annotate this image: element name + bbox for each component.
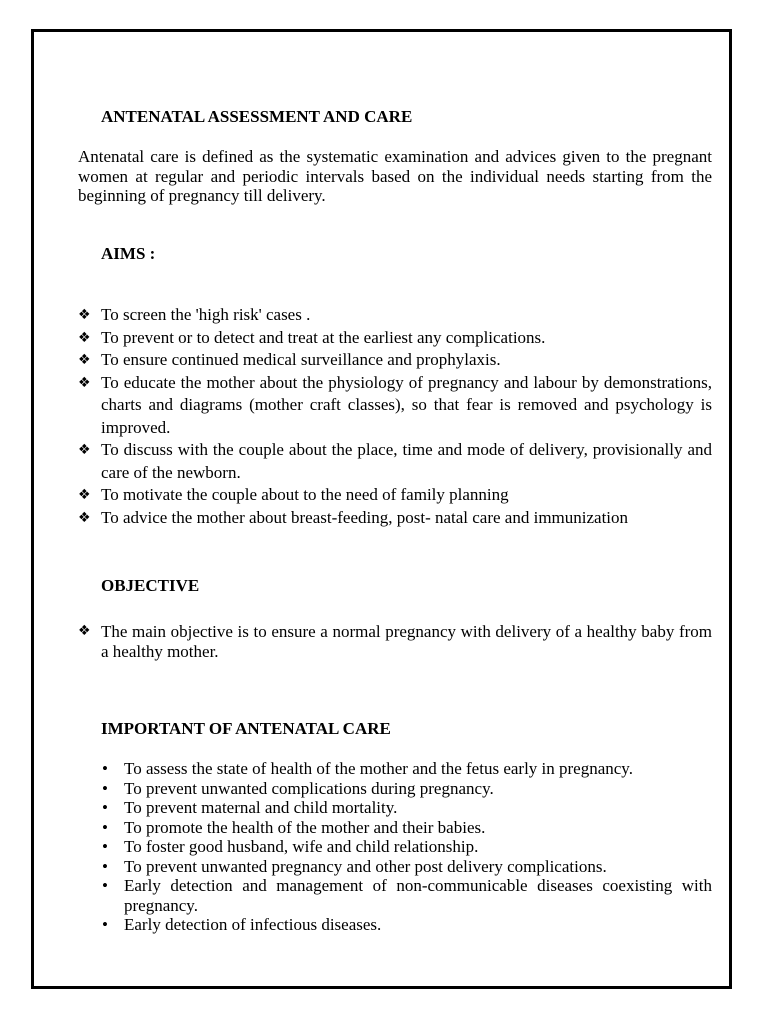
dot-bullet-icon: •	[102, 817, 108, 837]
list-item: ❖ To educate the mother about the physiology of pregnancy and labour by demonstrations, charts and diagrams (mother craft classes), so that fear is removed and psychology is improved.	[78, 372, 712, 437]
list-item: ❖ To ensure continued medical surveillance and prophylaxis.	[78, 350, 501, 369]
aims-heading: AIMS :	[101, 244, 156, 263]
diamond-bullet-icon: ❖	[78, 352, 91, 368]
diamond-bullet-icon: ❖	[78, 374, 91, 391]
dot-bullet-icon: •	[102, 778, 108, 798]
importance-heading: IMPORTANT OF ANTENATAL CARE	[101, 719, 391, 738]
list-item: ❖ To motivate the couple about to the need of family planning	[78, 485, 509, 504]
importance-list	[102, 759, 712, 935]
list-item: • To promote the health of the mother and their babies.	[102, 817, 486, 837]
list-item: ❖ To prevent or to detect and treat at the earliest any complications.	[78, 327, 546, 347]
aims-list	[78, 304, 712, 529]
list-item: ❖ To advice the mother about breast-feeding, post- natal care and immunization	[78, 507, 629, 527]
document-title: ANTENATAL ASSESSMENT AND CARE	[101, 107, 413, 126]
list-item: ❖ The main objective is to ensure a normal pregnancy with delivery of a healthy baby from a healthy mother.	[78, 622, 712, 661]
list-item: • Early detection of infectious diseases.	[102, 915, 382, 934]
list-item: ❖ To discuss with the couple about the place, time and mode of delivery, provisionally and care of the newborn.	[78, 440, 712, 482]
list-item: • To prevent maternal and child mortality.	[102, 798, 398, 817]
diamond-bullet-icon: ❖	[78, 442, 91, 458]
list-item: • Early detection and management of non-communicable diseases coexisting with pregnancy.	[102, 876, 712, 915]
dot-bullet-icon: •	[102, 915, 108, 934]
list-item: ❖ To screen the 'high risk' cases .	[78, 305, 311, 324]
diamond-bullet-icon: ❖	[78, 307, 91, 323]
definition-paragraph: Antenatal care is defined as the systematic examination and advices given to the pregnant women at regular and periodic intervals based on the individual needs starting from the beginning of pregnancy till delivery.	[78, 147, 712, 205]
dot-bullet-icon: •	[102, 856, 108, 876]
dot-bullet-icon: •	[102, 798, 108, 817]
diamond-bullet-icon: ❖	[78, 623, 91, 639]
dot-bullet-icon: •	[102, 876, 108, 895]
list-item: • To assess the state of health of the mother and the fetus early in pregnancy.	[102, 759, 633, 778]
objective-list	[78, 622, 712, 661]
diamond-bullet-icon: ❖	[78, 487, 91, 503]
objective-heading: OBJECTIVE	[101, 576, 200, 595]
list-item: • To foster good husband, wife and child relationship.	[102, 837, 479, 856]
dot-bullet-icon: •	[102, 759, 108, 778]
list-item: • To prevent unwanted pregnancy and other post delivery complications.	[102, 856, 607, 876]
diamond-bullet-icon: ❖	[78, 509, 91, 526]
list-item: • To prevent unwanted complications during pregnancy.	[102, 778, 494, 798]
diamond-bullet-icon: ❖	[78, 329, 91, 346]
dot-bullet-icon: •	[102, 837, 108, 856]
